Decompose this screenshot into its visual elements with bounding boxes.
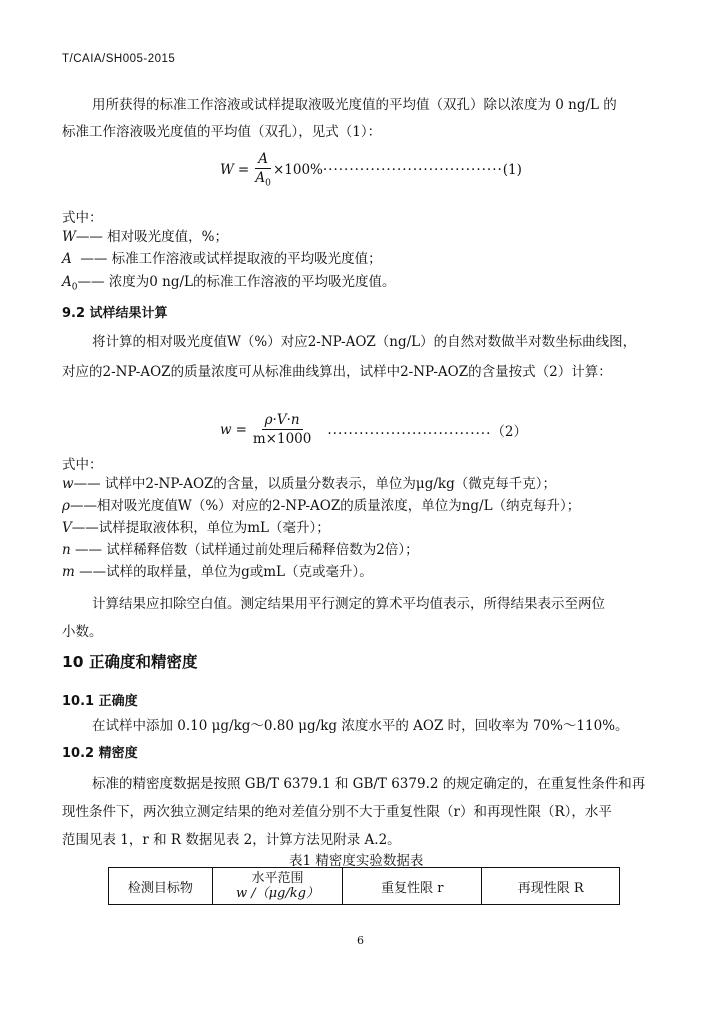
page-number: 6 (357, 934, 364, 947)
formula2-fraction (253, 412, 311, 447)
document-id-header: T/CAIA/SH005-2015 (62, 53, 176, 65)
s91-paragraph-line2: 标准工作溶液吸光度值的平均值（双孔），见式（1）： (62, 124, 382, 140)
s92-def-m: m ——试样的取样量，单位为g或mL（克或毫升）。 (62, 564, 373, 580)
s102-line3: 范围见表 1，r 和 R 数据见表 2，计算方法见附录 A.2。 (62, 832, 401, 848)
s91-def-a: A —— 标准工作溶液或试样提取液的平均吸光度值； (62, 251, 382, 267)
s92-def-n: n —— 试样稀释倍数（试样通过前处理后稀释倍数为2倍）； (62, 542, 419, 558)
section-10-1-heading: 10.1 正确度 (62, 694, 138, 709)
s92-def-v: V——试样提取液体积，单位为mL（毫升）； (62, 520, 330, 536)
s102-line1: 标准的精密度数据是按照 GB/T 6379.1 和 GB/T 6379.2 的规定确定的，在重复性条件和再 (92, 776, 646, 792)
formula1-eq: = (237, 161, 250, 178)
s92-paragraph-line2: 对应的2-NP-AOZ的质量浓度可从标准曲线算出，试样中2-NP-AOZ的含量按式（2）计算： (62, 364, 612, 380)
s91-def-w: W—— 相对吸光度值，%； (62, 229, 229, 245)
formula1-times: ×100% (272, 161, 323, 178)
formula1-lhs: W (220, 161, 234, 178)
precision-table (108, 867, 620, 905)
col-repeatability: 重复性限 r (343, 868, 482, 905)
s92-where: 式中： (62, 457, 103, 473)
col-target: 检测目标物 (109, 868, 213, 905)
formula-1 (220, 151, 522, 189)
s92-def-rho: ρ——相对吸光度值W（%）对应的2-NP-AOZ的质量浓度，单位为ng/L（纳克每升）； (62, 498, 581, 514)
section-10-2-heading: 10.2 精密度 (62, 746, 138, 761)
formula2-number: （2） (491, 423, 527, 440)
formula1-fraction (255, 151, 271, 189)
formula1-dots: ·································· (322, 161, 503, 178)
table1-caption: 表1 精密度实验数据表 (289, 853, 424, 869)
col-reproducibility: 再现性限 R (482, 868, 620, 905)
formula1-numerator: A (255, 151, 271, 169)
formula2-dots: ............................... (327, 421, 492, 438)
table-header-row (109, 868, 620, 905)
s92-note-line1: 计算结果应扣除空白值。测定结果用平行测定的算术平均值表示，所得结果表示至两位 (92, 596, 605, 612)
formula1-number: (1) (502, 161, 522, 178)
s91-def-a0: $A_0——$ 浓度为0 ng/L的标准工作溶液的平均吸光度值。 (62, 274, 396, 293)
s91-where: 式中： (62, 210, 103, 226)
formula2-numerator: ρ·V·n (262, 412, 303, 430)
col-range: 水平范围 w /（μg/kg） (212, 868, 342, 905)
section-9-2-heading: 9.2 试样结果计算 (62, 306, 168, 321)
s101-text: 在试样中添加 0.10 μg/kg～0.80 μg/kg 浓度水平的 AOZ 时，回收率为 70%～110%。 (92, 718, 629, 734)
formula1-denominator: $A_0$ (255, 170, 271, 189)
s92-def-w: w—— 试样中2-NP-AOZ的含量，以质量分数表示，单位为μg/kg（微克每千克）； (62, 476, 556, 492)
formula2-eq: = (235, 421, 247, 438)
s102-line2: 现性条件下，两次独立测定结果的绝对差值分别不大于重复性限（r）和再现性限（R），水平 (62, 804, 612, 820)
s91-paragraph-line1: 用所获得的标准工作溶液或试样提取液吸光度值的平均值（双孔）除以浓度为 0 ng/L 的 (92, 97, 617, 113)
formula-2 (220, 412, 527, 447)
formula2-denominator: m×1000 (252, 431, 312, 447)
section-10-heading: 10 正确度和精密度 (62, 653, 198, 671)
s92-note-line2: 小数。 (62, 624, 103, 640)
s92-paragraph-line1: 将计算的相对吸光度值W（%）对应2-NP-AOZ（ng/L）的自然对数做半对数坐标曲线图， (92, 334, 637, 350)
formula2-lhs: w (220, 421, 232, 438)
